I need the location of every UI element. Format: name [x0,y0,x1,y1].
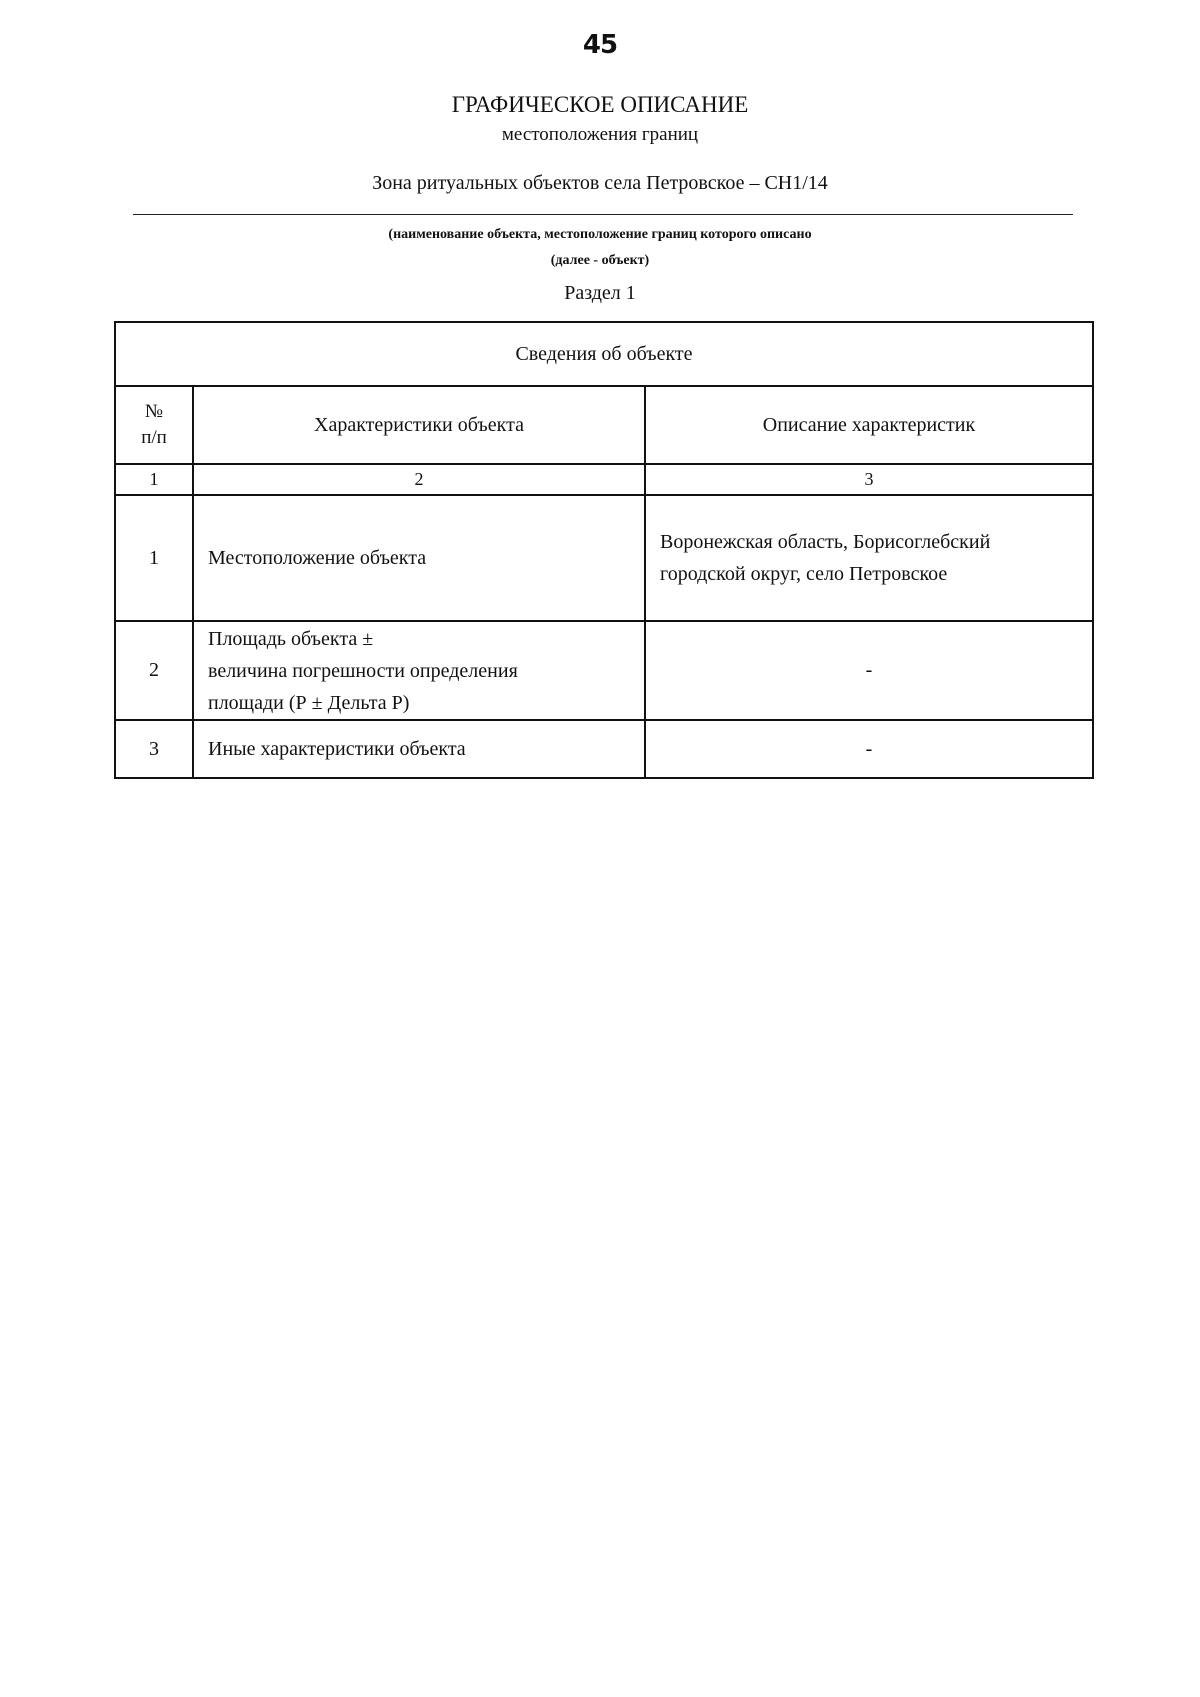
header-description: Описание характеристик [645,386,1093,464]
header-characteristic: Характеристики объекта [193,386,645,464]
document-title: ГРАФИЧЕСКОЕ ОПИСАНИЕ [451,92,749,117]
document-subtitle: местоположения границ [501,124,699,145]
caption-line-1: (наименование объекта, местоположение границ которого описано [388,227,812,242]
characteristic-line: Площадь объекта ± [208,627,374,650]
row-number: 3 [115,720,193,778]
row-characteristic: Иные характеристики объекта [193,720,645,778]
row-number: 1 [115,495,193,621]
header-number-abbr: п/п [141,427,167,448]
index-cell: 2 [193,464,645,495]
header-number-sign: № [144,401,164,422]
index-cell: 3 [645,464,1093,495]
characteristic-line: площади (Р ± Дельта Р) [208,691,410,714]
table-title: Сведения об объекте [115,322,1093,386]
section-label: Раздел 1 [564,282,636,304]
row-characteristic: Местоположение объекта [193,495,645,621]
header-number [115,386,193,464]
table-header-row [115,386,1093,464]
caption-line-2: (далее - объект) [550,253,650,268]
row-description: - [645,621,1093,720]
description-line: Воронежская область, Борисоглебский [660,531,991,553]
description-line: городской округ, село Петровское [660,563,948,585]
index-cell: 1 [115,464,193,495]
table-row [115,720,1093,778]
page-number: 45 [582,30,618,60]
object-name: Зона ритуальных объектов села Петровское – СН1/14 [372,172,828,194]
row-characteristic [193,621,645,720]
object-info-table [114,321,1094,779]
table-row [115,621,1093,720]
table-index-row [115,464,1093,495]
row-description [645,495,1093,621]
table-title-row [115,322,1093,386]
characteristic-line: величина погрешности определения [208,659,518,682]
row-description: - [645,720,1093,778]
row-number: 2 [115,621,193,720]
object-name-underline [133,214,1073,215]
object-name-caption [0,222,1200,274]
table-row [115,495,1093,621]
